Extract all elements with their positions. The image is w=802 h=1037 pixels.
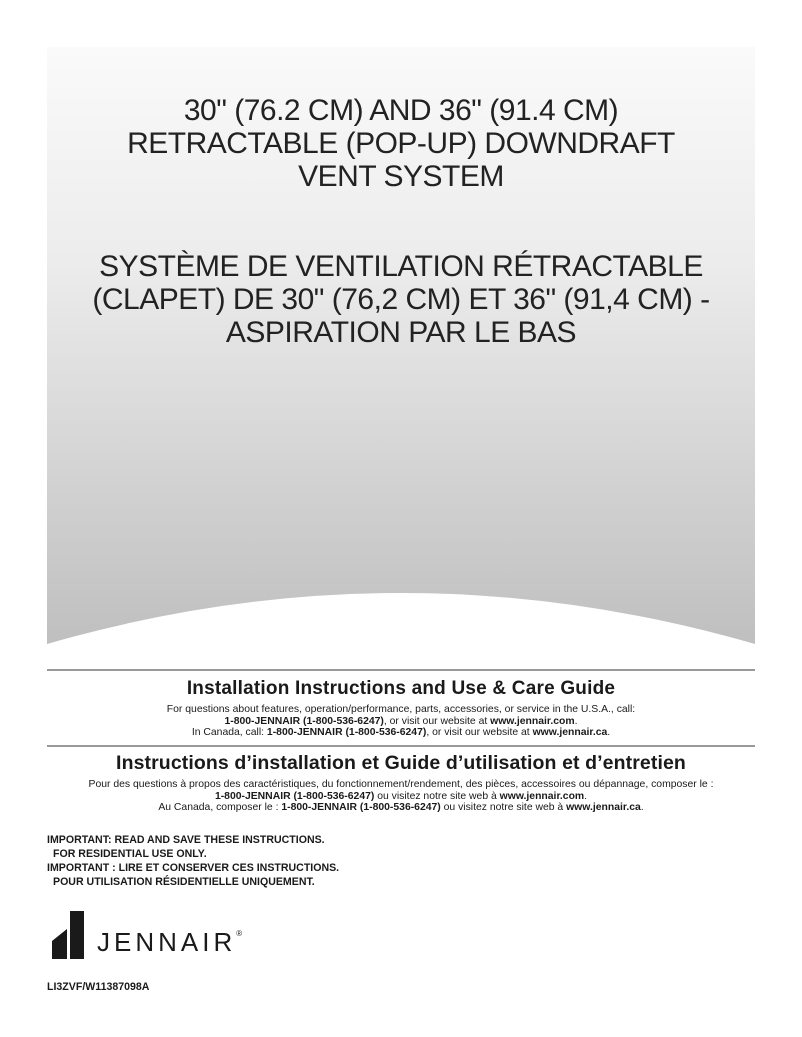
title-french-line: ASPIRATION PAR LE BAS <box>225 316 577 349</box>
divider <box>47 745 755 747</box>
contact-line <box>20 802 782 814</box>
website-link[interactable]: www.jennair.com <box>490 715 575 727</box>
title-french <box>47 250 755 349</box>
important-notice <box>47 833 339 889</box>
notice-line: FOR RESIDENTIAL USE ONLY. <box>53 848 207 860</box>
jennair-logo <box>50 911 260 961</box>
cover-panel <box>47 47 755 662</box>
phone-number: 1-800-JENNAIR (1-800-536-6247) <box>281 802 441 814</box>
text-fragment: In Canada, call: <box>191 727 267 739</box>
title-english-line: 30" (76.2 CM) AND 36" (91.4 CM) <box>183 94 619 127</box>
text-fragment: ou visitez notre site web à <box>440 802 567 814</box>
contact-info-english <box>20 704 782 739</box>
heading-french: Instructions d’installation et Guide d’utilisation et d’entretien <box>116 752 686 774</box>
title-french-line: SYSTÈME DE VENTILATION RÉTRACTABLE <box>99 250 703 283</box>
jennair-logo-icon <box>50 911 86 961</box>
registered-mark: ® <box>236 929 243 938</box>
contact-line <box>20 727 782 739</box>
contact-info-french <box>20 779 782 814</box>
heading-english: Installation Instructions and Use & Care Guide <box>186 678 616 699</box>
notice-line: POUR UTILISATION RÉSIDENTIELLE UNIQUEMENT. <box>53 876 315 888</box>
phone-number: 1-800-JENNAIR (1-800-536-6247) <box>214 790 375 802</box>
title-english-line: VENT SYSTEM <box>298 160 504 193</box>
text-fragment: Au Canada, composer le : <box>158 802 282 814</box>
notice-line: IMPORTANT: READ AND SAVE THESE INSTRUCTIONS. <box>47 834 325 846</box>
logo-wordmark <box>97 927 242 958</box>
text-fragment: . <box>607 727 611 739</box>
cover-curve-decoration <box>47 572 755 662</box>
phone-number: 1-800-JENNAIR (1-800-536-6247) <box>224 715 384 727</box>
contact-line: For questions about features, operation/performance, parts, accessories, or service in the U.S.A., call: <box>166 704 636 715</box>
title-english <box>47 94 755 193</box>
text-fragment: . <box>640 802 644 814</box>
website-link[interactable]: www.jennair.ca <box>532 727 608 739</box>
part-number: LI3ZVF/W11387098A <box>47 981 150 993</box>
text-fragment: . <box>584 790 588 802</box>
title-english-line: RETRACTABLE (POP-UP) DOWNDRAFT <box>127 127 675 160</box>
contact-line <box>20 791 782 803</box>
contact-line: Pour des questions à propos des caractéristiques, du fonctionnement/rendement, des pièces, accessoires ou dépannage, composer le : <box>88 779 714 790</box>
divider <box>47 669 755 671</box>
text-fragment: , or visit our website at <box>383 715 491 727</box>
title-french-line: (CLAPET) DE 30" (76,2 CM) ET 36" (91,4 CM) - <box>92 283 710 316</box>
phone-number: 1-800-JENNAIR (1-800-536-6247) <box>266 727 427 739</box>
website-link[interactable]: www.jennair.ca <box>566 802 641 814</box>
contact-line <box>20 716 782 728</box>
text-fragment: , or visit our website at <box>426 727 533 739</box>
text-fragment: ou visitez notre site web à <box>374 790 500 802</box>
logo-text: JENNAIR <box>97 927 237 957</box>
website-link[interactable]: www.jennair.com <box>499 790 585 802</box>
notice-line: IMPORTANT : LIRE ET CONSERVER CES INSTRUCTIONS. <box>47 862 340 874</box>
text-fragment: . <box>574 715 578 727</box>
